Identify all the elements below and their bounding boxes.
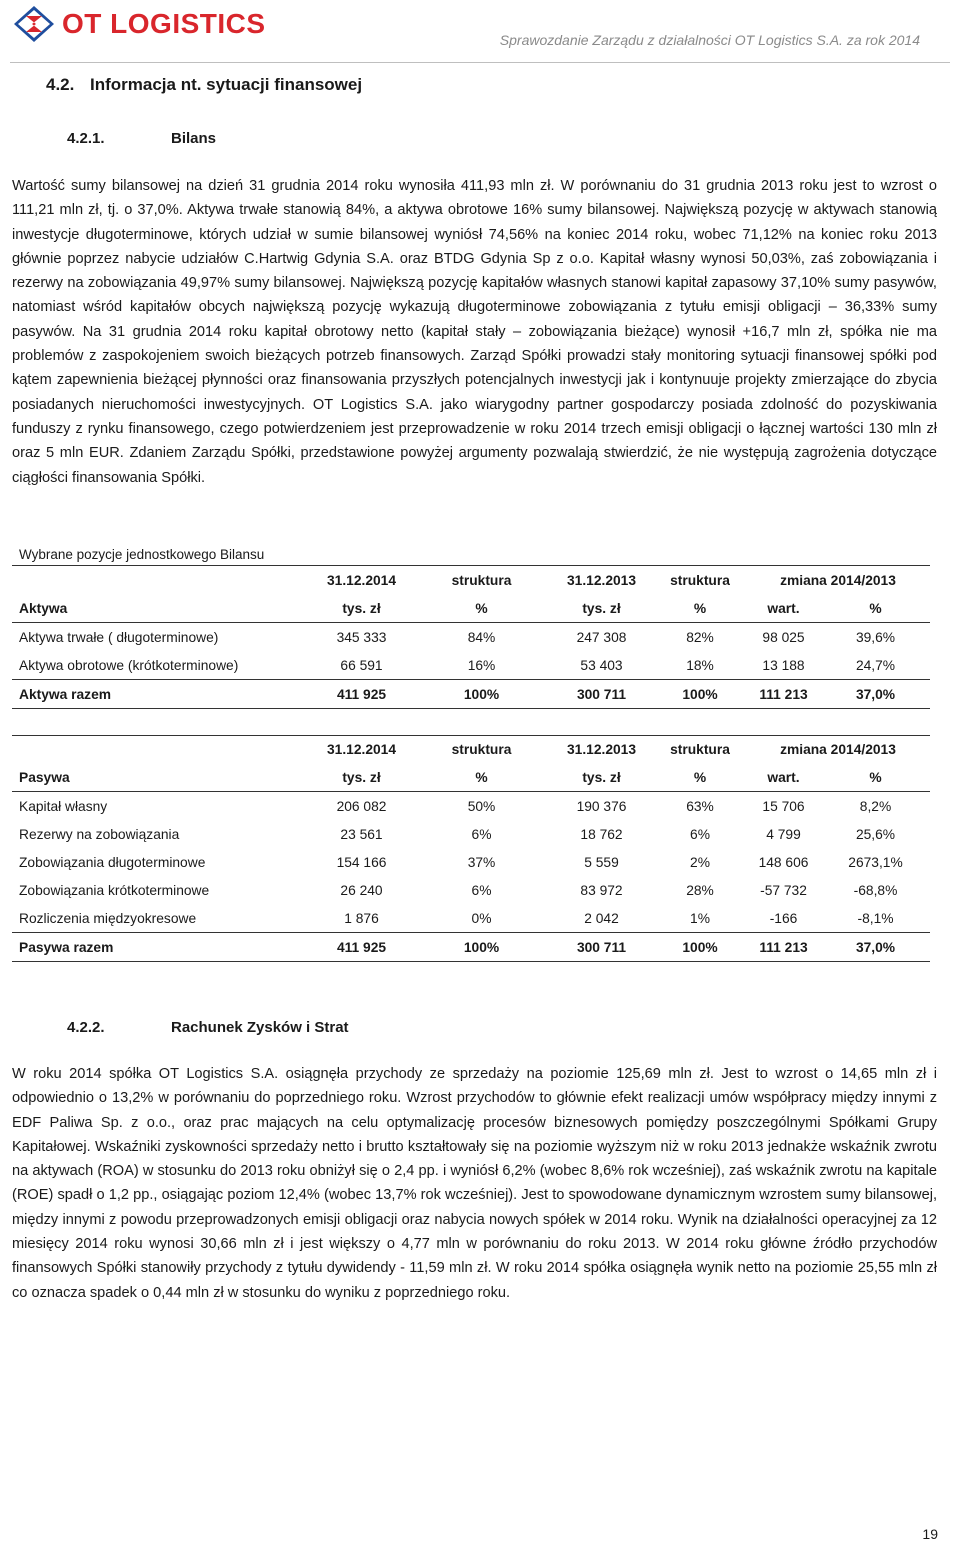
- header-cell: struktura: [451, 572, 512, 588]
- balance-paragraph: Wartość sumy bilansowej na dzień 31 grudnia 2014 roku wynosiła 411,93 mln zł. W porównaniu do 31 grudnia 2013 roku jest to wzrost o 111,21 mln zł, tj. o 37,0%. Aktywa trwałe stanowią 84%, a aktywa obrotowe 16% sumy bilansowej. Największą pozycję w aktywach stanowią inwestycje długoterminowe, których udział w sumie bilansowej wyniósł 74,56% na koniec 2014 roku, wobec 71,12% na koniec roku 2013 głównie poprzez nabycie udziałów C.Hartwig Gdynia S.A. oraz BTDG Gdynia Sp z o.o. Kapitał własny wynosi 50,03%, zaś zobowiązania i rezerwy na zobowiązania 49,97% sumy bilansowej. Największą pozycję kapitałów własnych stanowi kapitał zapasowy 37,10% sumy pasywów, natomiast wśród kapitałów obcych największą pozycję wykazują długoterminowe zobowiązania z tytułu emisji obligacji – 36,33% sumy pasywów. Na 31 grudnia 2014 roku kapitał obrotowy netto (kapitał stały – zobowiązania bieżące) wynosił +16,7 mln zł, spółka nie ma problemów z zaspokojeniem swoich bieżących potrzeb finansowych. Zarząd Spółki prowadzi stały monitoring sytuacji finansowej spółki pod kątem zapewnienia bieżącej płynności oraz finansowania przyszłych potencjalnych inwestycji jak i kontynuuje projekty zmierzające do zbycia posiadanych nieruchomości inwestycyjnych. OT Logistics S.A. jako wiarygodny partner gospodarczy posiada zdolność do pozyskiwania funduszy z rynku finansowego, czego potwierdzeniem jest przeprowadzenie w roku 2014 trzech emisji obligacji o łącznej wartości 130 mln zł oraz 5 mln EUR. Zdaniem Zarządu Spółki, przedstawione powyżej argumenty pozwalają stwierdzić, że nie występują zagrożenia dotyczące ciągłości finansowania Spółki.: [12, 178, 937, 486]
- header-cell: 31.12.2013: [566, 572, 637, 588]
- section-number: 4.2.: [46, 75, 75, 94]
- header-cell: wart.: [767, 769, 800, 785]
- header-cell: %: [475, 600, 488, 616]
- subsection-title: Bilans: [171, 130, 217, 147]
- table-caption: Wybrane pozycje jednostkowego Bilansu: [19, 547, 265, 562]
- table-row: Rezerwy na zobowiązania 23 561 6% 18 762 6% 4 799 25,6%: [19, 826, 896, 842]
- header-cell: tys. zł: [582, 600, 621, 616]
- header-cell: %: [475, 769, 488, 785]
- header-cell: wart.: [767, 600, 800, 616]
- header-cell: %: [693, 769, 707, 785]
- header-cell: Pasywa: [19, 769, 70, 785]
- table-row: Kapitał własny 206 082 50% 190 376 63% 15 706 8,2%: [12, 792, 930, 821]
- header-cell: 31.12.2014: [326, 741, 397, 757]
- header-cell: %: [693, 600, 707, 616]
- logo-text: OT LOGISTICS: [62, 8, 266, 39]
- header-cell: struktura: [451, 741, 512, 757]
- header-cell: zmiana 2014/2013: [780, 572, 896, 588]
- table-total-row: Pasywa razem 411 925 100% 300 711 100% 111 213 37,0%: [12, 933, 930, 962]
- header-cell: %: [869, 600, 882, 616]
- table-row: Aktywa trwałe ( długoterminowe) 345 333 84% 247 308 82% 98 025 39,6%: [12, 623, 930, 652]
- page-number: 19: [922, 1526, 938, 1542]
- header-cell: Aktywa: [19, 600, 68, 616]
- header-cell: %: [869, 769, 882, 785]
- assets-header-row-2: [12, 594, 930, 623]
- report-title: Sprawozdanie Zarządu z działalności OT Logistics S.A. za rok 2014: [499, 32, 920, 48]
- liabilities-header-row-1: [12, 735, 930, 763]
- subsection-number: 4.2.2.: [67, 1019, 105, 1036]
- header-cell: tys. zł: [582, 769, 621, 785]
- table-total-row: Aktywa razem 411 925 100% 300 711 100% 111 213 37,0%: [12, 680, 930, 709]
- header-cell: 31.12.2014: [326, 572, 397, 588]
- header-cell: tys. zł: [342, 600, 381, 616]
- section-heading: [46, 75, 362, 95]
- header-divider: [10, 62, 950, 63]
- header-cell: tys. zł: [342, 769, 381, 785]
- table-row: Zobowiązania krótkoterminowe 26 240 6% 83 972 28% -57 732 -68,8%: [19, 882, 898, 898]
- subsection-heading-balance: [67, 130, 216, 147]
- header-cell: struktura: [670, 572, 730, 588]
- subsection-title: Rachunek Zysków i Strat: [171, 1019, 349, 1036]
- section-title: Informacja nt. sytuacji finansowej: [90, 75, 363, 94]
- subsection-number: 4.2.1.: [67, 130, 105, 147]
- table-row: Rozliczenia międzyokresowe 1 876 0% 2 042 1% -166 -8,1%: [19, 910, 894, 926]
- table-top-divider: [12, 735, 930, 736]
- header-cell: 31.12.2013: [566, 741, 637, 757]
- table-row: Zobowiązania długoterminowe 154 166 37% 5 559 2% 148 606 2673,1%: [19, 854, 903, 870]
- income-paragraph: W roku 2014 spółka OT Logistics S.A. osiągnęła przychody ze sprzedaży na poziomie 125,69 mln zł. Jest to wzrost o 14,65 mln zł i odpowiednio o 13,2% w porównaniu do poprzedniego roku. Wzrost przychodów to głównie efekt realizacji umów współpracy między innymi z EDF Paliwa Sp. z o.o., oraz prac mających na celu optymalizację procesów biznesowych pomiędzy poszczególnymi Spółkami Grupy Kapitałowej. Wskaźniki zyskowności sprzedaży netto i brutto kształtowały się na poziomie wyższym niż w roku 2013 jednakże wskaźnik zwrotu na aktywach (ROA) w stosunku do 2013 roku obniżył się o 2,4 pp. i wyniósł 6,2% (wobec 8,6% rok wcześniej), zaś wskaźnik zwrotu na kapitale (ROE) spadł o 1,2 pp., osiągając poziom 12,4% (wobec 13,7% rok wcześniej). Jest to spowodowane dynamicznym wzrostem sumy bilansowej, między innymi z powodu przeprowadzonych emisji obligacji oraz nabycia nowych spółek w 2014 roku. Wynik na działalności operacyjnej za 12 miesięcy 2014 roku wynosi 30,66 mln zł i jest większy o 4,77 mln w porównaniu do roku 2013. W 2014 roku główne źródło przychodów finansowych Spółki stanowiły przychody z tytułu dywidendy - 11,59 mln zł. W roku 2014 spółka osiągnęła wynik netto na poziomie 25,55 mln zł co oznacza spadek o 0,44 mln zł w stosunku do wyniku z poprzedniego roku.: [12, 1066, 937, 1301]
- logo-diamond-icon: [12, 4, 56, 44]
- assets-table: [12, 566, 930, 709]
- assets-header-row-1: [12, 566, 930, 594]
- company-logo: [12, 4, 266, 44]
- header-cell: struktura: [670, 741, 730, 757]
- header-cell: zmiana 2014/2013: [780, 741, 896, 757]
- liabilities-table: [12, 735, 930, 962]
- liabilities-header-row-2: [12, 763, 930, 792]
- page-header: [0, 0, 960, 64]
- subsection-heading-income: [67, 1019, 349, 1036]
- table-row: Aktywa obrotowe (krótkoterminowe) 66 591 16% 53 403 18% 13 188 24,7%: [19, 657, 896, 673]
